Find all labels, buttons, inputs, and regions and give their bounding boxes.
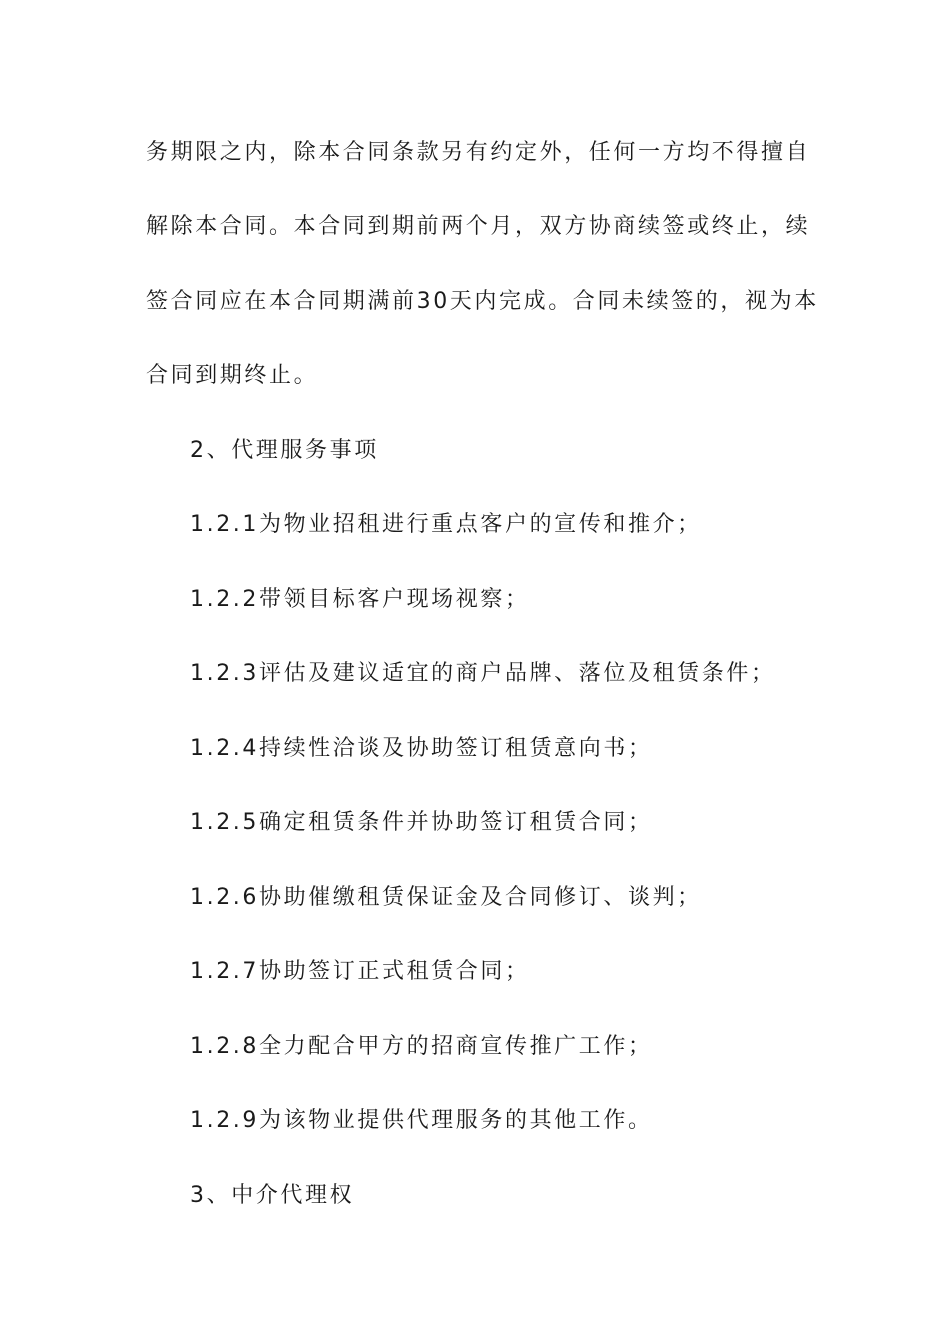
paragraph-line-3: 签合同应在本合同期满前30天内完成。合同未续签的，视为本 xyxy=(146,289,819,314)
paragraph-line-1: 务期限之内，除本合同条款另有约定外，任何一方均不得擅自 xyxy=(146,140,811,165)
list-item: 1.2.2带领目标客户现场视察； xyxy=(190,587,530,612)
list-item: 1.2.1为物业招租进行重点客户的宣传和推介； xyxy=(190,512,702,537)
list-item: 1.2.8全力配合甲方的招商宣传推广工作； xyxy=(190,1034,653,1059)
paragraph-line-4: 合同到期终止。 xyxy=(146,363,319,388)
list-item: 1.2.5确定租赁条件并协助签订租赁合同； xyxy=(190,810,653,835)
paragraph-line-2: 解除本合同。本合同到期前两个月，双方协商续签或终止，续 xyxy=(146,214,811,239)
list-item: 1.2.3评估及建议适宜的商户品牌、落位及租赁条件； xyxy=(190,661,776,686)
list-item: 1.2.4持续性洽谈及协助签订租赁意向书； xyxy=(190,736,653,761)
list-item: 1.2.6协助催缴租赁保证金及合同修订、谈判； xyxy=(190,885,702,910)
list-item: 1.2.7协助签订正式租赁合同； xyxy=(190,959,530,984)
section-heading-3: 3、中介代理权 xyxy=(190,1183,355,1208)
section-heading-2: 2、代理服务事项 xyxy=(190,438,379,463)
list-item: 1.2.9为该物业提供代理服务的其他工作。 xyxy=(190,1108,653,1133)
